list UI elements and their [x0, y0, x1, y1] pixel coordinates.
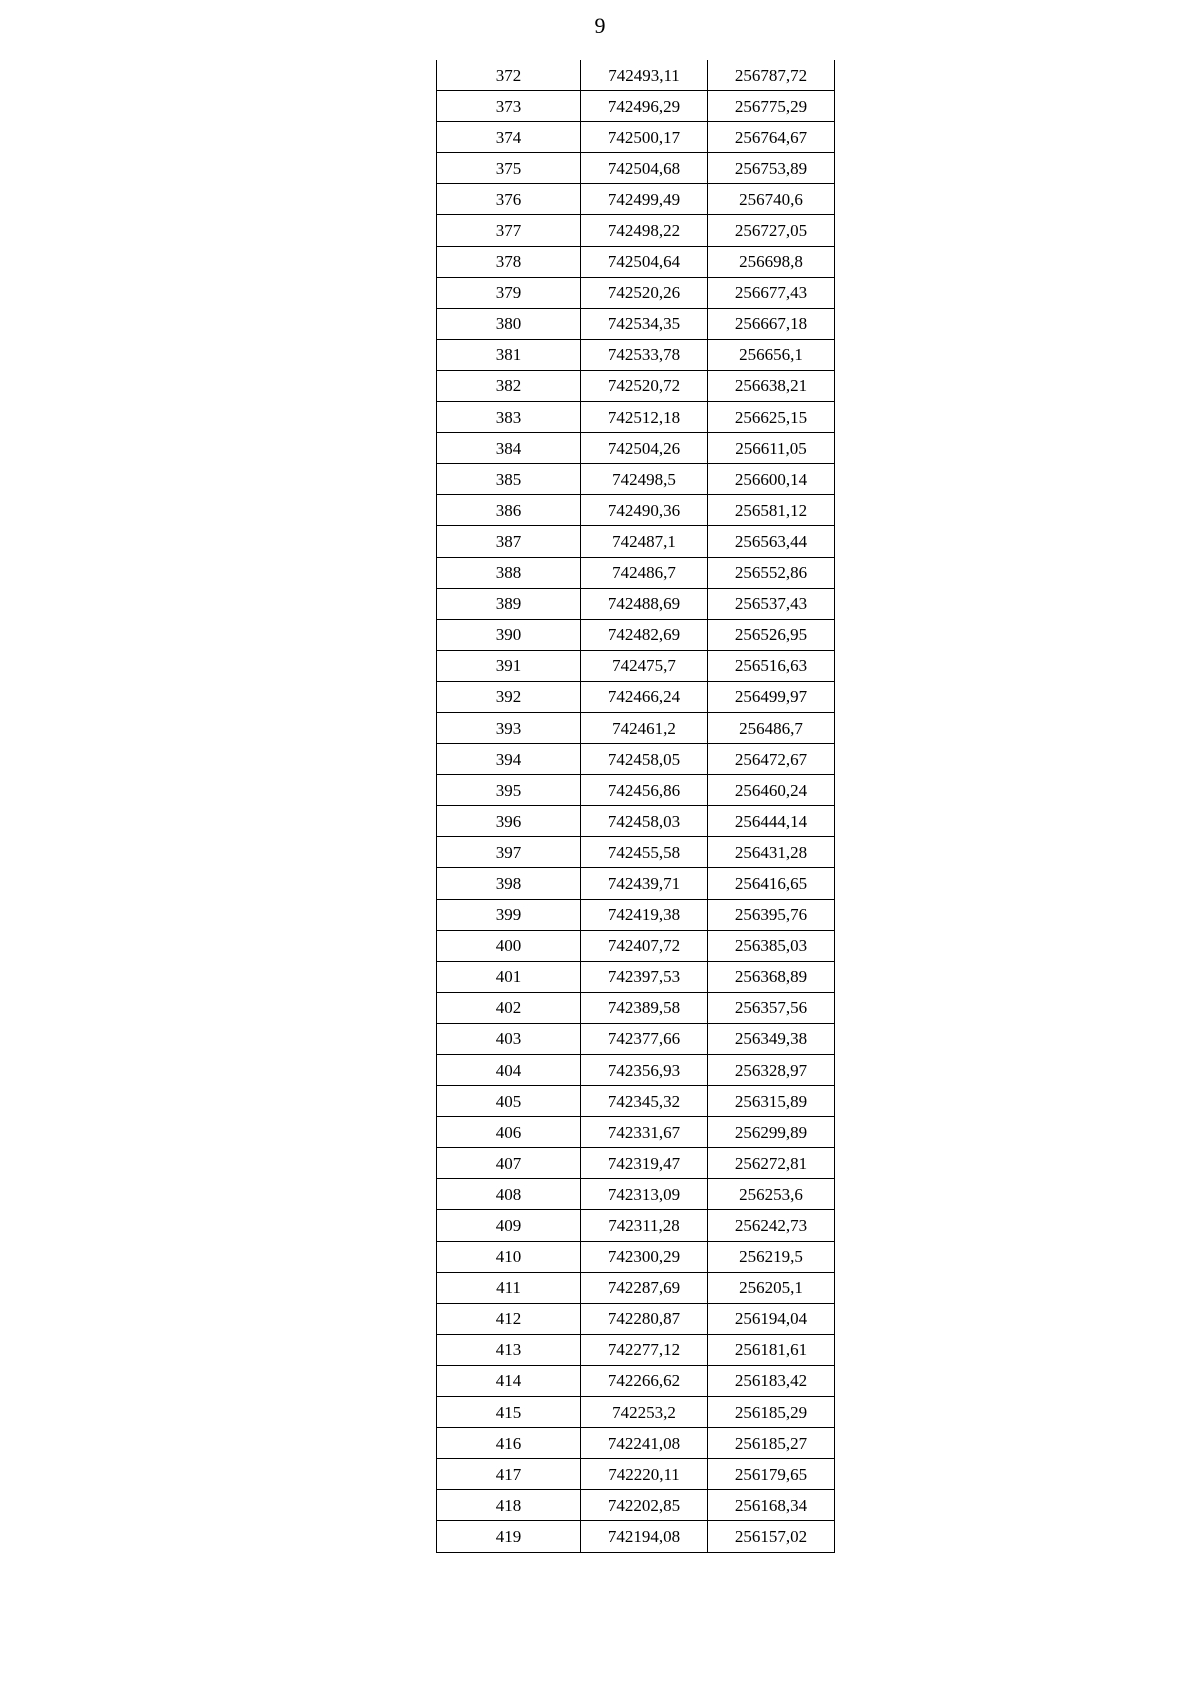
point-number-cell: 386 — [437, 495, 581, 526]
y-coordinate-cell: 256499,97 — [708, 681, 835, 712]
y-coordinate-cell: 256472,67 — [708, 744, 835, 775]
y-coordinate-cell: 256205,1 — [708, 1272, 835, 1303]
table-row — [437, 91, 835, 122]
x-coordinate-cell: 742311,28 — [581, 1210, 708, 1241]
point-number-cell: 406 — [437, 1117, 581, 1148]
x-coordinate-cell: 742482,69 — [581, 619, 708, 650]
x-coordinate-cell: 742533,78 — [581, 339, 708, 370]
point-number-cell: 409 — [437, 1210, 581, 1241]
y-coordinate-cell: 256185,27 — [708, 1428, 835, 1459]
point-number-cell: 398 — [437, 868, 581, 899]
point-number-cell: 387 — [437, 526, 581, 557]
point-number-cell: 404 — [437, 1055, 581, 1086]
y-coordinate-cell: 256183,42 — [708, 1365, 835, 1396]
y-coordinate-cell: 256667,18 — [708, 308, 835, 339]
x-coordinate-cell: 742356,93 — [581, 1055, 708, 1086]
point-number-cell: 399 — [437, 899, 581, 930]
table-row — [437, 992, 835, 1023]
point-number-cell: 397 — [437, 837, 581, 868]
x-coordinate-cell: 742439,71 — [581, 868, 708, 899]
y-coordinate-cell: 256787,72 — [708, 60, 835, 91]
table-row — [437, 1459, 835, 1490]
point-number-cell: 373 — [437, 91, 581, 122]
table-row — [437, 246, 835, 277]
y-coordinate-cell: 256431,28 — [708, 837, 835, 868]
y-coordinate-cell: 256775,29 — [708, 91, 835, 122]
point-number-cell: 374 — [437, 122, 581, 153]
table-row — [437, 1490, 835, 1521]
table-row — [437, 1365, 835, 1396]
table-row — [437, 1521, 835, 1552]
x-coordinate-cell: 742512,18 — [581, 402, 708, 433]
table-row — [437, 619, 835, 650]
x-coordinate-cell: 742504,68 — [581, 153, 708, 184]
y-coordinate-cell: 256395,76 — [708, 899, 835, 930]
table-row — [437, 712, 835, 743]
y-coordinate-cell: 256698,8 — [708, 246, 835, 277]
table-row — [437, 806, 835, 837]
table-row — [437, 1428, 835, 1459]
x-coordinate-cell: 742455,58 — [581, 837, 708, 868]
x-coordinate-cell: 742287,69 — [581, 1272, 708, 1303]
table-row — [437, 370, 835, 401]
y-coordinate-cell: 256537,43 — [708, 588, 835, 619]
point-number-cell: 411 — [437, 1272, 581, 1303]
table-row — [437, 899, 835, 930]
point-number-cell: 419 — [437, 1521, 581, 1552]
table-row — [437, 1241, 835, 1272]
x-coordinate-cell: 742498,22 — [581, 215, 708, 246]
point-number-cell: 379 — [437, 277, 581, 308]
y-coordinate-cell: 256460,24 — [708, 775, 835, 806]
table-row — [437, 1210, 835, 1241]
point-number-cell: 394 — [437, 744, 581, 775]
table-row — [437, 650, 835, 681]
point-number-cell: 396 — [437, 806, 581, 837]
point-number-cell: 408 — [437, 1179, 581, 1210]
x-coordinate-cell: 742253,2 — [581, 1397, 708, 1428]
table-row — [437, 526, 835, 557]
x-coordinate-cell: 742456,86 — [581, 775, 708, 806]
x-coordinate-cell: 742220,11 — [581, 1459, 708, 1490]
point-number-cell: 382 — [437, 370, 581, 401]
x-coordinate-cell: 742389,58 — [581, 992, 708, 1023]
table-row — [437, 1117, 835, 1148]
y-coordinate-cell: 256179,65 — [708, 1459, 835, 1490]
table-row — [437, 868, 835, 899]
y-coordinate-cell: 256416,65 — [708, 868, 835, 899]
point-number-cell: 384 — [437, 433, 581, 464]
table-row — [437, 930, 835, 961]
x-coordinate-cell: 742194,08 — [581, 1521, 708, 1552]
y-coordinate-cell: 256168,34 — [708, 1490, 835, 1521]
y-coordinate-cell: 256185,29 — [708, 1397, 835, 1428]
point-number-cell: 389 — [437, 588, 581, 619]
point-number-cell: 414 — [437, 1365, 581, 1396]
y-coordinate-cell: 256368,89 — [708, 961, 835, 992]
point-number-cell: 413 — [437, 1334, 581, 1365]
point-number-cell: 403 — [437, 1023, 581, 1054]
coordinates-table-body — [437, 60, 835, 1552]
y-coordinate-cell: 256677,43 — [708, 277, 835, 308]
x-coordinate-cell: 742498,5 — [581, 464, 708, 495]
point-number-cell: 380 — [437, 308, 581, 339]
x-coordinate-cell: 742241,08 — [581, 1428, 708, 1459]
point-number-cell: 401 — [437, 961, 581, 992]
table-row — [437, 495, 835, 526]
x-coordinate-cell: 742490,36 — [581, 495, 708, 526]
x-coordinate-cell: 742319,47 — [581, 1148, 708, 1179]
point-number-cell: 395 — [437, 775, 581, 806]
x-coordinate-cell: 742461,2 — [581, 712, 708, 743]
y-coordinate-cell: 256516,63 — [708, 650, 835, 681]
y-coordinate-cell: 256526,95 — [708, 619, 835, 650]
table-row — [437, 1055, 835, 1086]
table-row — [437, 60, 835, 91]
point-number-cell: 410 — [437, 1241, 581, 1272]
point-number-cell: 417 — [437, 1459, 581, 1490]
table-row — [437, 402, 835, 433]
table-row — [437, 1397, 835, 1428]
x-coordinate-cell: 742458,03 — [581, 806, 708, 837]
x-coordinate-cell: 742300,29 — [581, 1241, 708, 1272]
table-row — [437, 588, 835, 619]
point-number-cell: 376 — [437, 184, 581, 215]
point-number-cell: 393 — [437, 712, 581, 743]
table-row — [437, 1148, 835, 1179]
x-coordinate-cell: 742202,85 — [581, 1490, 708, 1521]
point-number-cell: 372 — [437, 60, 581, 91]
table-row — [437, 681, 835, 712]
x-coordinate-cell: 742520,72 — [581, 370, 708, 401]
y-coordinate-cell: 256638,21 — [708, 370, 835, 401]
y-coordinate-cell: 256740,6 — [708, 184, 835, 215]
point-number-cell: 400 — [437, 930, 581, 961]
table-row — [437, 1334, 835, 1365]
x-coordinate-cell: 742499,49 — [581, 184, 708, 215]
y-coordinate-cell: 256385,03 — [708, 930, 835, 961]
x-coordinate-cell: 742496,29 — [581, 91, 708, 122]
point-number-cell: 381 — [437, 339, 581, 370]
table-row — [437, 1179, 835, 1210]
y-coordinate-cell: 256656,1 — [708, 339, 835, 370]
y-coordinate-cell: 256242,73 — [708, 1210, 835, 1241]
y-coordinate-cell: 256194,04 — [708, 1303, 835, 1334]
y-coordinate-cell: 256253,6 — [708, 1179, 835, 1210]
table-row — [437, 215, 835, 246]
y-coordinate-cell: 256600,14 — [708, 464, 835, 495]
x-coordinate-cell: 742419,38 — [581, 899, 708, 930]
y-coordinate-cell: 256563,44 — [708, 526, 835, 557]
point-number-cell: 405 — [437, 1086, 581, 1117]
x-coordinate-cell: 742331,67 — [581, 1117, 708, 1148]
table-row — [437, 775, 835, 806]
x-coordinate-cell: 742488,69 — [581, 588, 708, 619]
x-coordinate-cell: 742397,53 — [581, 961, 708, 992]
table-row — [437, 557, 835, 588]
y-coordinate-cell: 256181,61 — [708, 1334, 835, 1365]
y-coordinate-cell: 256753,89 — [708, 153, 835, 184]
y-coordinate-cell: 256219,5 — [708, 1241, 835, 1272]
table-row — [437, 464, 835, 495]
x-coordinate-cell: 742280,87 — [581, 1303, 708, 1334]
table-row — [437, 1023, 835, 1054]
point-number-cell: 390 — [437, 619, 581, 650]
y-coordinate-cell: 256299,89 — [708, 1117, 835, 1148]
point-number-cell: 375 — [437, 153, 581, 184]
table-row — [437, 308, 835, 339]
y-coordinate-cell: 256727,05 — [708, 215, 835, 246]
table-row — [437, 1303, 835, 1334]
y-coordinate-cell: 256157,02 — [708, 1521, 835, 1552]
y-coordinate-cell: 256328,97 — [708, 1055, 835, 1086]
point-number-cell: 377 — [437, 215, 581, 246]
x-coordinate-cell: 742407,72 — [581, 930, 708, 961]
table-row — [437, 1086, 835, 1117]
point-number-cell: 388 — [437, 557, 581, 588]
y-coordinate-cell: 256349,38 — [708, 1023, 835, 1054]
x-coordinate-cell: 742520,26 — [581, 277, 708, 308]
y-coordinate-cell: 256444,14 — [708, 806, 835, 837]
table-row — [437, 153, 835, 184]
y-coordinate-cell: 256486,7 — [708, 712, 835, 743]
table-row — [437, 961, 835, 992]
x-coordinate-cell: 742500,17 — [581, 122, 708, 153]
x-coordinate-cell: 742466,24 — [581, 681, 708, 712]
y-coordinate-cell: 256272,81 — [708, 1148, 835, 1179]
point-number-cell: 418 — [437, 1490, 581, 1521]
table-row — [437, 744, 835, 775]
y-coordinate-cell: 256764,67 — [708, 122, 835, 153]
point-number-cell: 407 — [437, 1148, 581, 1179]
x-coordinate-cell: 742504,64 — [581, 246, 708, 277]
point-number-cell: 391 — [437, 650, 581, 681]
page-number: 9 — [594, 13, 606, 38]
table-row — [437, 122, 835, 153]
point-number-cell: 378 — [437, 246, 581, 277]
x-coordinate-cell: 742493,11 — [581, 60, 708, 91]
x-coordinate-cell: 742313,09 — [581, 1179, 708, 1210]
y-coordinate-cell: 256357,56 — [708, 992, 835, 1023]
point-number-cell: 402 — [437, 992, 581, 1023]
table-row — [437, 1272, 835, 1303]
point-number-cell: 416 — [437, 1428, 581, 1459]
y-coordinate-cell: 256625,15 — [708, 402, 835, 433]
table-row — [437, 339, 835, 370]
y-coordinate-cell: 256315,89 — [708, 1086, 835, 1117]
table-row — [437, 184, 835, 215]
x-coordinate-cell: 742487,1 — [581, 526, 708, 557]
y-coordinate-cell: 256552,86 — [708, 557, 835, 588]
point-number-cell: 385 — [437, 464, 581, 495]
point-number-cell: 412 — [437, 1303, 581, 1334]
x-coordinate-cell: 742458,05 — [581, 744, 708, 775]
point-number-cell: 383 — [437, 402, 581, 433]
table-row — [437, 837, 835, 868]
table-row — [437, 277, 835, 308]
x-coordinate-cell: 742475,7 — [581, 650, 708, 681]
x-coordinate-cell: 742534,35 — [581, 308, 708, 339]
x-coordinate-cell: 742486,7 — [581, 557, 708, 588]
x-coordinate-cell: 742277,12 — [581, 1334, 708, 1365]
x-coordinate-cell: 742504,26 — [581, 433, 708, 464]
y-coordinate-cell: 256581,12 — [708, 495, 835, 526]
x-coordinate-cell: 742345,32 — [581, 1086, 708, 1117]
coordinates-table — [436, 60, 835, 1553]
table-row — [437, 433, 835, 464]
point-number-cell: 392 — [437, 681, 581, 712]
x-coordinate-cell: 742266,62 — [581, 1365, 708, 1396]
x-coordinate-cell: 742377,66 — [581, 1023, 708, 1054]
point-number-cell: 415 — [437, 1397, 581, 1428]
y-coordinate-cell: 256611,05 — [708, 433, 835, 464]
